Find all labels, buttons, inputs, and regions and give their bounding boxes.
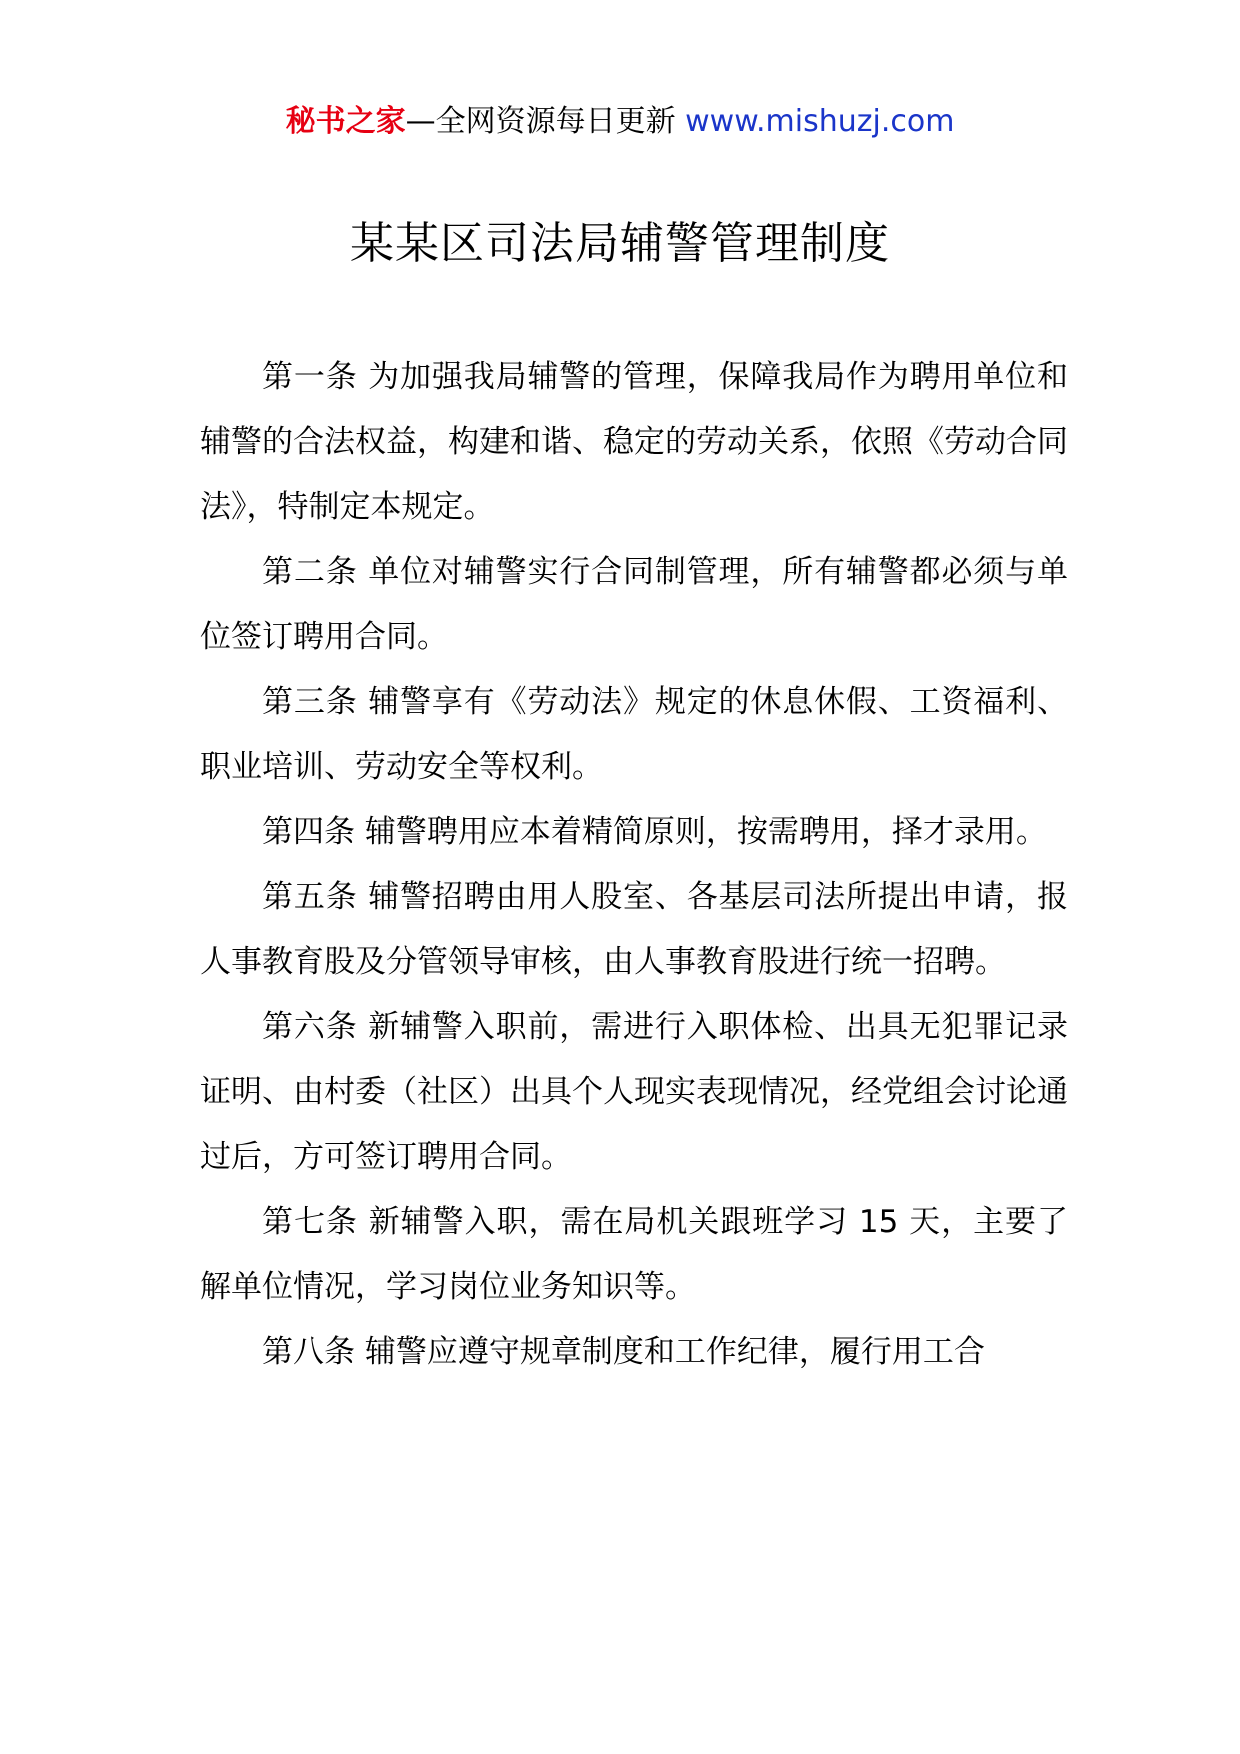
site-brand: 秘书之家 <box>285 104 406 139</box>
article-8: 第八条 辅警应遵守规章制度和工作纪律，履行用工合 <box>262 1334 985 1370</box>
article-4: 第四条 辅警聘用应本着精简原则，按需聘用，择才录用。 <box>262 814 1047 850</box>
document-title: 某某区司法局辅警管理制度 <box>350 218 890 269</box>
article-2: 第二条 单位对辅警实行合同制管理，所有辅警都必须与单位签订聘用合同。 <box>200 554 1068 655</box>
article-1: 第一条 为加强我局辅警的管理，保障我局作为聘用单位和辅警的合法权益，构建和谐、稳定的劳动关系，依照《劳动合同法》，特制定本规定。 <box>200 359 1068 525</box>
article-6: 第六条 新辅警入职前，需进行入职体检、出具无犯罪记录证明、由村委（社区）出具个人现实表现情况，经党组会讨论通过后，方可签订聘用合同。 <box>200 1009 1068 1175</box>
site-url-link[interactable]: www.mishuzj.com <box>685 104 955 139</box>
article-5: 第五条 辅警招聘由用人股室、各基层司法所提出申请，报人事教育股及分管领导审核，由人事教育股进行统一招聘。 <box>200 879 1068 980</box>
article-7: 第七条 新辅警入职，需在局机关跟班学习 15 天，主要了解单位情况，学习岗位业务知识等。 <box>200 1204 1068 1305</box>
article-3: 第三条 辅警享有《劳动法》规定的休息休假、工资福利、职业培训、劳动安全等权利。 <box>200 684 1068 785</box>
site-tagline: —全网资源每日更新 <box>405 104 686 139</box>
site-header <box>0 100 1240 144</box>
document-body <box>200 345 1068 1385</box>
